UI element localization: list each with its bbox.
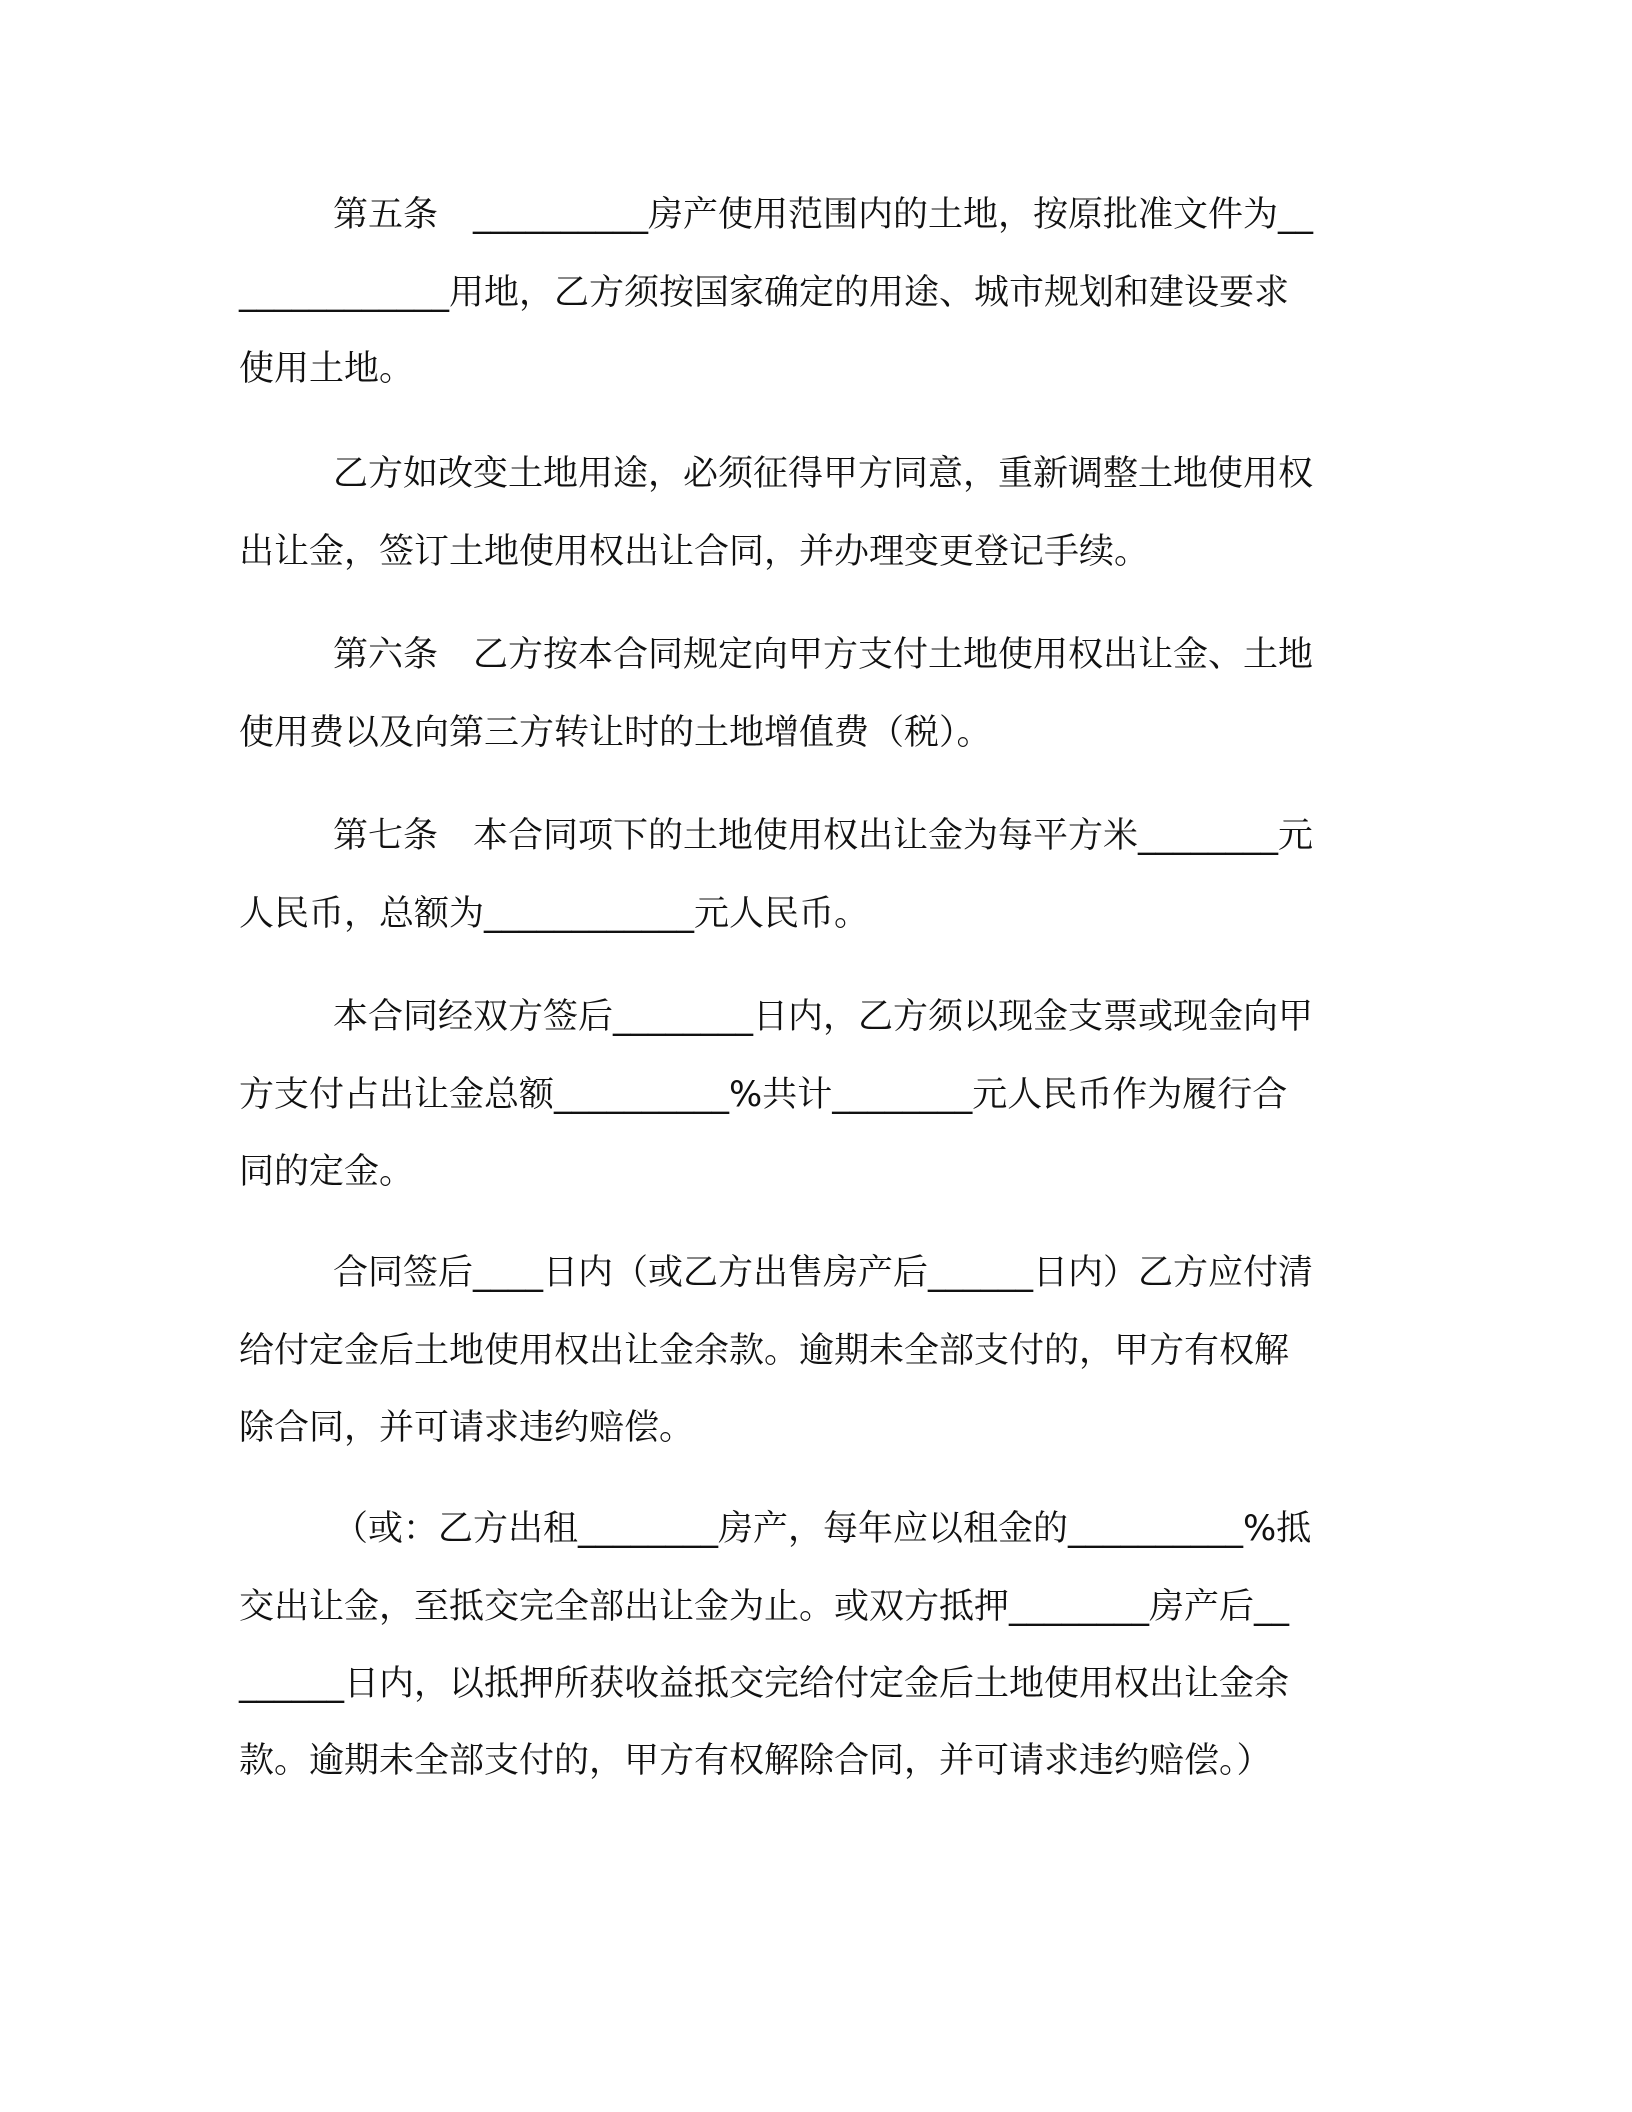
text-line [239, 1152, 415, 1192]
text-line-content: 第七条 本合同项下的土地使用权出让金为每平方米________元 [333, 816, 1314, 856]
text-line-content: 出让金，签订土地使用权出让合同，并办理变更登记手续。 [239, 532, 1150, 572]
text-line [239, 1741, 1272, 1781]
text-line [239, 273, 1290, 313]
text-line [333, 1509, 1312, 1549]
text-line-content: 给付定金后土地使用权出让金余款。逾期未全部支付的，甲方有权解 [239, 1331, 1290, 1371]
text-line [333, 1253, 1314, 1293]
text-line-content: 合同签后____日内（或乙方出售房产后______日内）乙方应付清 [333, 1253, 1314, 1293]
text-line-content: 款。逾期未全部支付的，甲方有权解除合同，并可请求违约赔偿。） [239, 1741, 1272, 1781]
text-line-content: 第五条 __________房产使用范围内的土地，按原批准文件为__ [333, 195, 1314, 235]
text-line-content: 人民币，总额为____________元人民币。 [239, 894, 870, 934]
text-line [239, 1408, 695, 1448]
text-line-content: 同的定金。 [239, 1152, 415, 1192]
text-line-content: 方支付占出让金总额__________%共计________元人民币作为履行合 [239, 1075, 1288, 1115]
text-line [333, 816, 1314, 856]
text-line [239, 349, 415, 389]
text-line-content: 使用土地。 [239, 349, 415, 389]
text-line-content: ______日内，以抵押所获收益抵交完给付定金后土地使用权出让金余 [239, 1664, 1290, 1704]
text-line-content: 第六条 乙方按本合同规定向甲方支付土地使用权出让金、土地 [333, 635, 1314, 675]
text-line-content: （或：乙方出租________房产，每年应以租金的__________%抵 [333, 1509, 1312, 1549]
text-line-content: 本合同经双方签后________日内，乙方须以现金支票或现金向甲 [333, 997, 1314, 1037]
text-line [239, 894, 870, 934]
text-line [333, 635, 1314, 675]
text-line-content: 交出让金，至抵交完全部出让金为止。或双方抵押________房产后__ [239, 1587, 1290, 1627]
text-line [239, 1587, 1290, 1627]
text-line [239, 713, 992, 753]
text-line-content: 乙方如改变土地用途，必须征得甲方同意，重新调整土地使用权 [333, 454, 1314, 494]
text-line [333, 454, 1314, 494]
text-line-content: ____________用地，乙方须按国家确定的用途、城市规划和建设要求 [239, 273, 1290, 313]
text-line [239, 532, 1150, 572]
text-line-content: 使用费以及向第三方转让时的土地增值费（税）。 [239, 713, 992, 753]
text-line [239, 1331, 1290, 1371]
text-line [333, 997, 1314, 1037]
text-line [239, 1664, 1290, 1704]
text-line [239, 1075, 1288, 1115]
text-line [333, 195, 1314, 235]
text-line-content: 除合同，并可请求违约赔偿。 [239, 1408, 695, 1448]
